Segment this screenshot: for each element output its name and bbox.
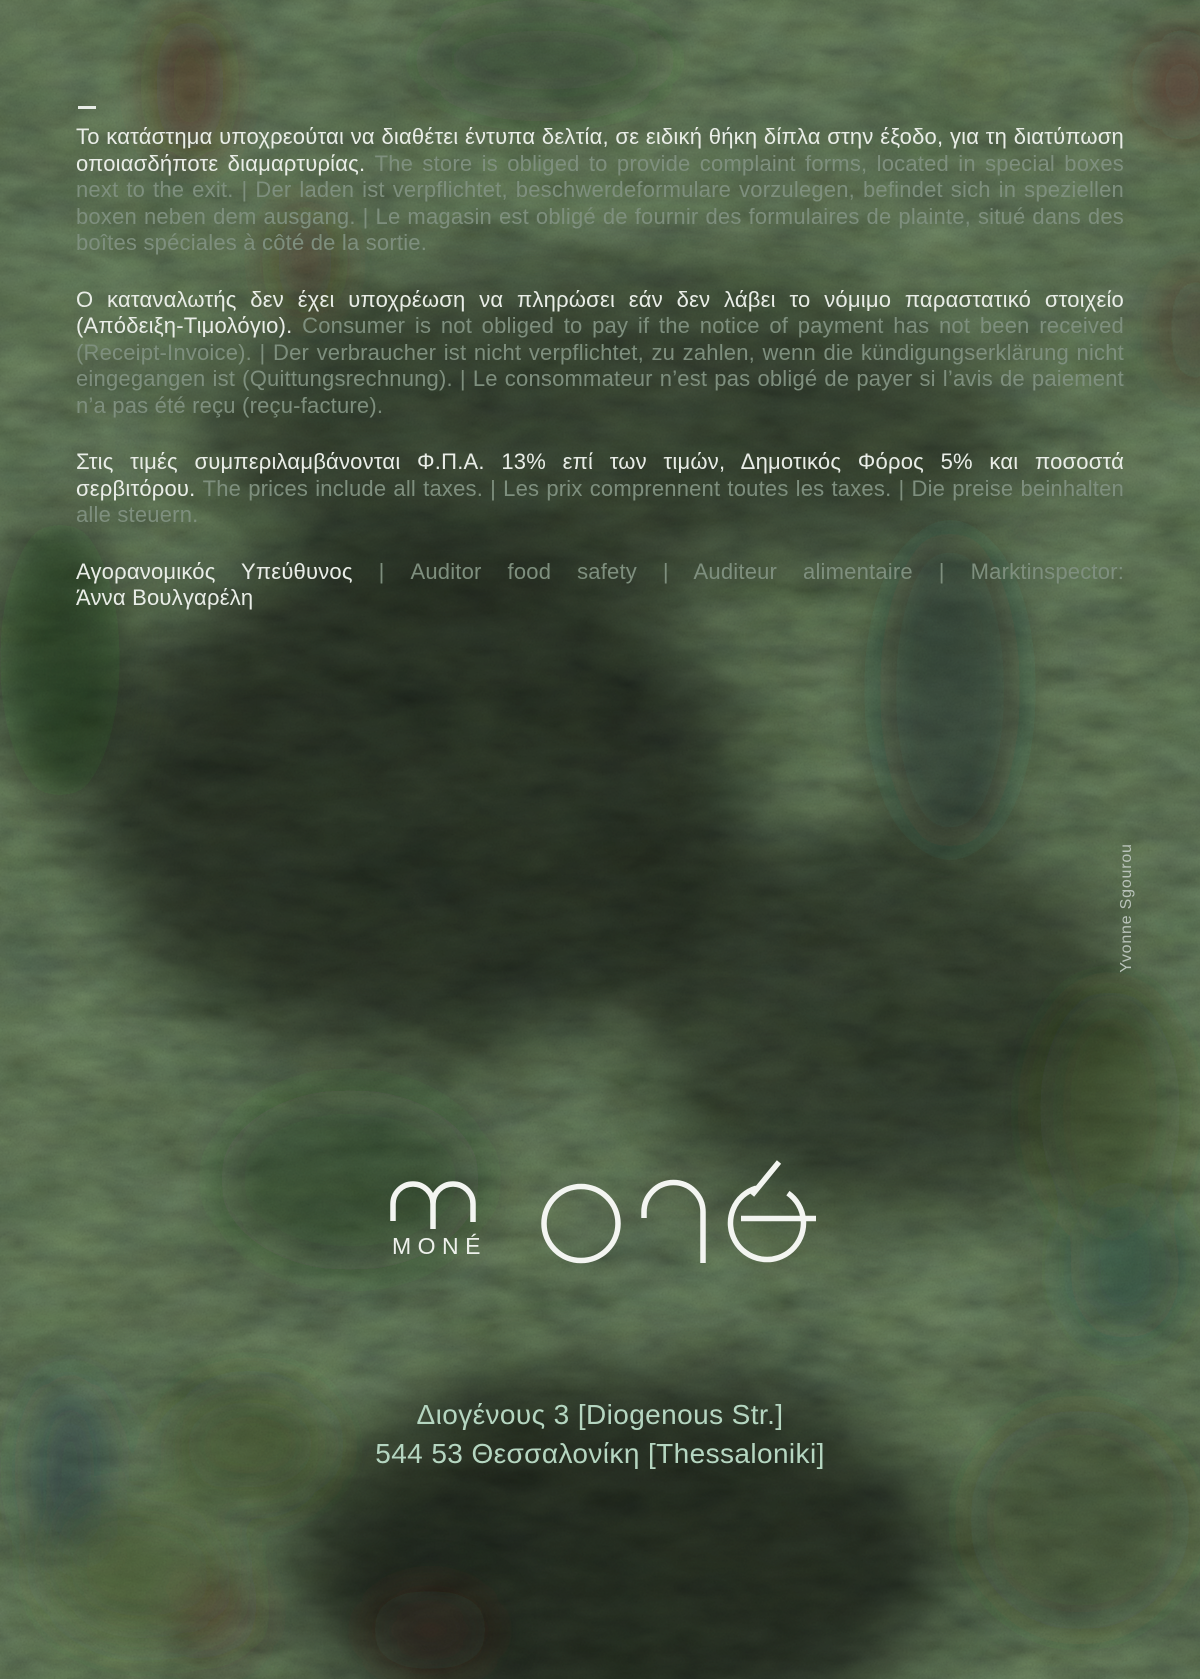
logo-caption: MONÉ [392, 1233, 487, 1259]
address-block [0, 1396, 1200, 1473]
auditor-name: Άννα Βουλγαρέλη [76, 585, 254, 610]
logo-letter-m [393, 1184, 473, 1229]
paragraph-primary-text: Το κατάστημα υποχρεούται να διαθέτει έντυπα δελτία, σε ειδική θήκη δίπλα στην έξοδο, για τη διατύπωση οποιασδήποτε διαμαρτυρίας. [76, 124, 1124, 176]
address-line-city: 544 53 Θεσσαλονίκη [Thessaloniki] [375, 1437, 825, 1469]
paragraph-primary-text: Ο καταναλωτής δεν έχει υποχρέωση να πληρώσει εάν δεν λάβει το νόμιμο παραστατικό στοιχείο (Απόδειξη-Τιμολόγιο). [76, 286, 1124, 338]
paragraph-primary-text: Στις τιμές συμπεριλαμβάνονται Φ.Π.Α. 13% επί των τιμών, Δημοτικός Φόρος 5% και ποσοστά σερβιτόρου. [76, 449, 1124, 501]
paragraph-secondary-text: The prices include all taxes. | Les prix comprennent toutes les taxes. | Die preise beinhalten alle steuern. [76, 475, 1124, 527]
logo-letter-o [544, 1187, 618, 1261]
paragraph-secondary-text: Consumer is not obliged to pay if the notice of payment has not been received (Receipt-Invoice). | Der verbraucher ist nicht verpflichtet, zu zahlen, wenn die kündigungserklärung nicht eingegangen ist (Quittungsrechnung). | Le consommateur n’est pas obligé de payer si l’avis de paiement n’a pas été reçu (reçu-facture). [76, 313, 1124, 418]
mone-logo [388, 1160, 824, 1266]
legal-paragraph-taxes [76, 449, 1124, 529]
legal-notices [76, 106, 1124, 612]
auditor-translations: | Auditor food safety | Auditeur alimentaire | Marktinspector: [378, 558, 1125, 584]
address-line-street: Διογένους 3 [Diogenous Str.] [416, 1399, 784, 1430]
auditor-label: Αγορανομικός Υπεύθυνος [76, 558, 353, 584]
legal-paragraph-payment-notice [76, 287, 1124, 420]
legal-paragraph-complaint-forms [76, 124, 1124, 257]
artwork-credit: Yvonne Sgourou [1118, 843, 1135, 973]
auditor-line [76, 559, 1124, 586]
logo-letter-n [644, 1183, 703, 1264]
logo-letter-e [730, 1162, 816, 1260]
section-divider-dash [78, 106, 96, 109]
paragraph-secondary-text: The store is obliged to provide complaint forms, located in special boxes next to the exit. | Der laden ist verpflichtet, beschwerdeformulare vorzulegen, befindet sich in speziellen boxen neben dem ausgang. | Le magasin est obligé de fournir des formulaires de plainte, situé dans des boîtes spéciales à côté de la sortie. [76, 150, 1124, 255]
